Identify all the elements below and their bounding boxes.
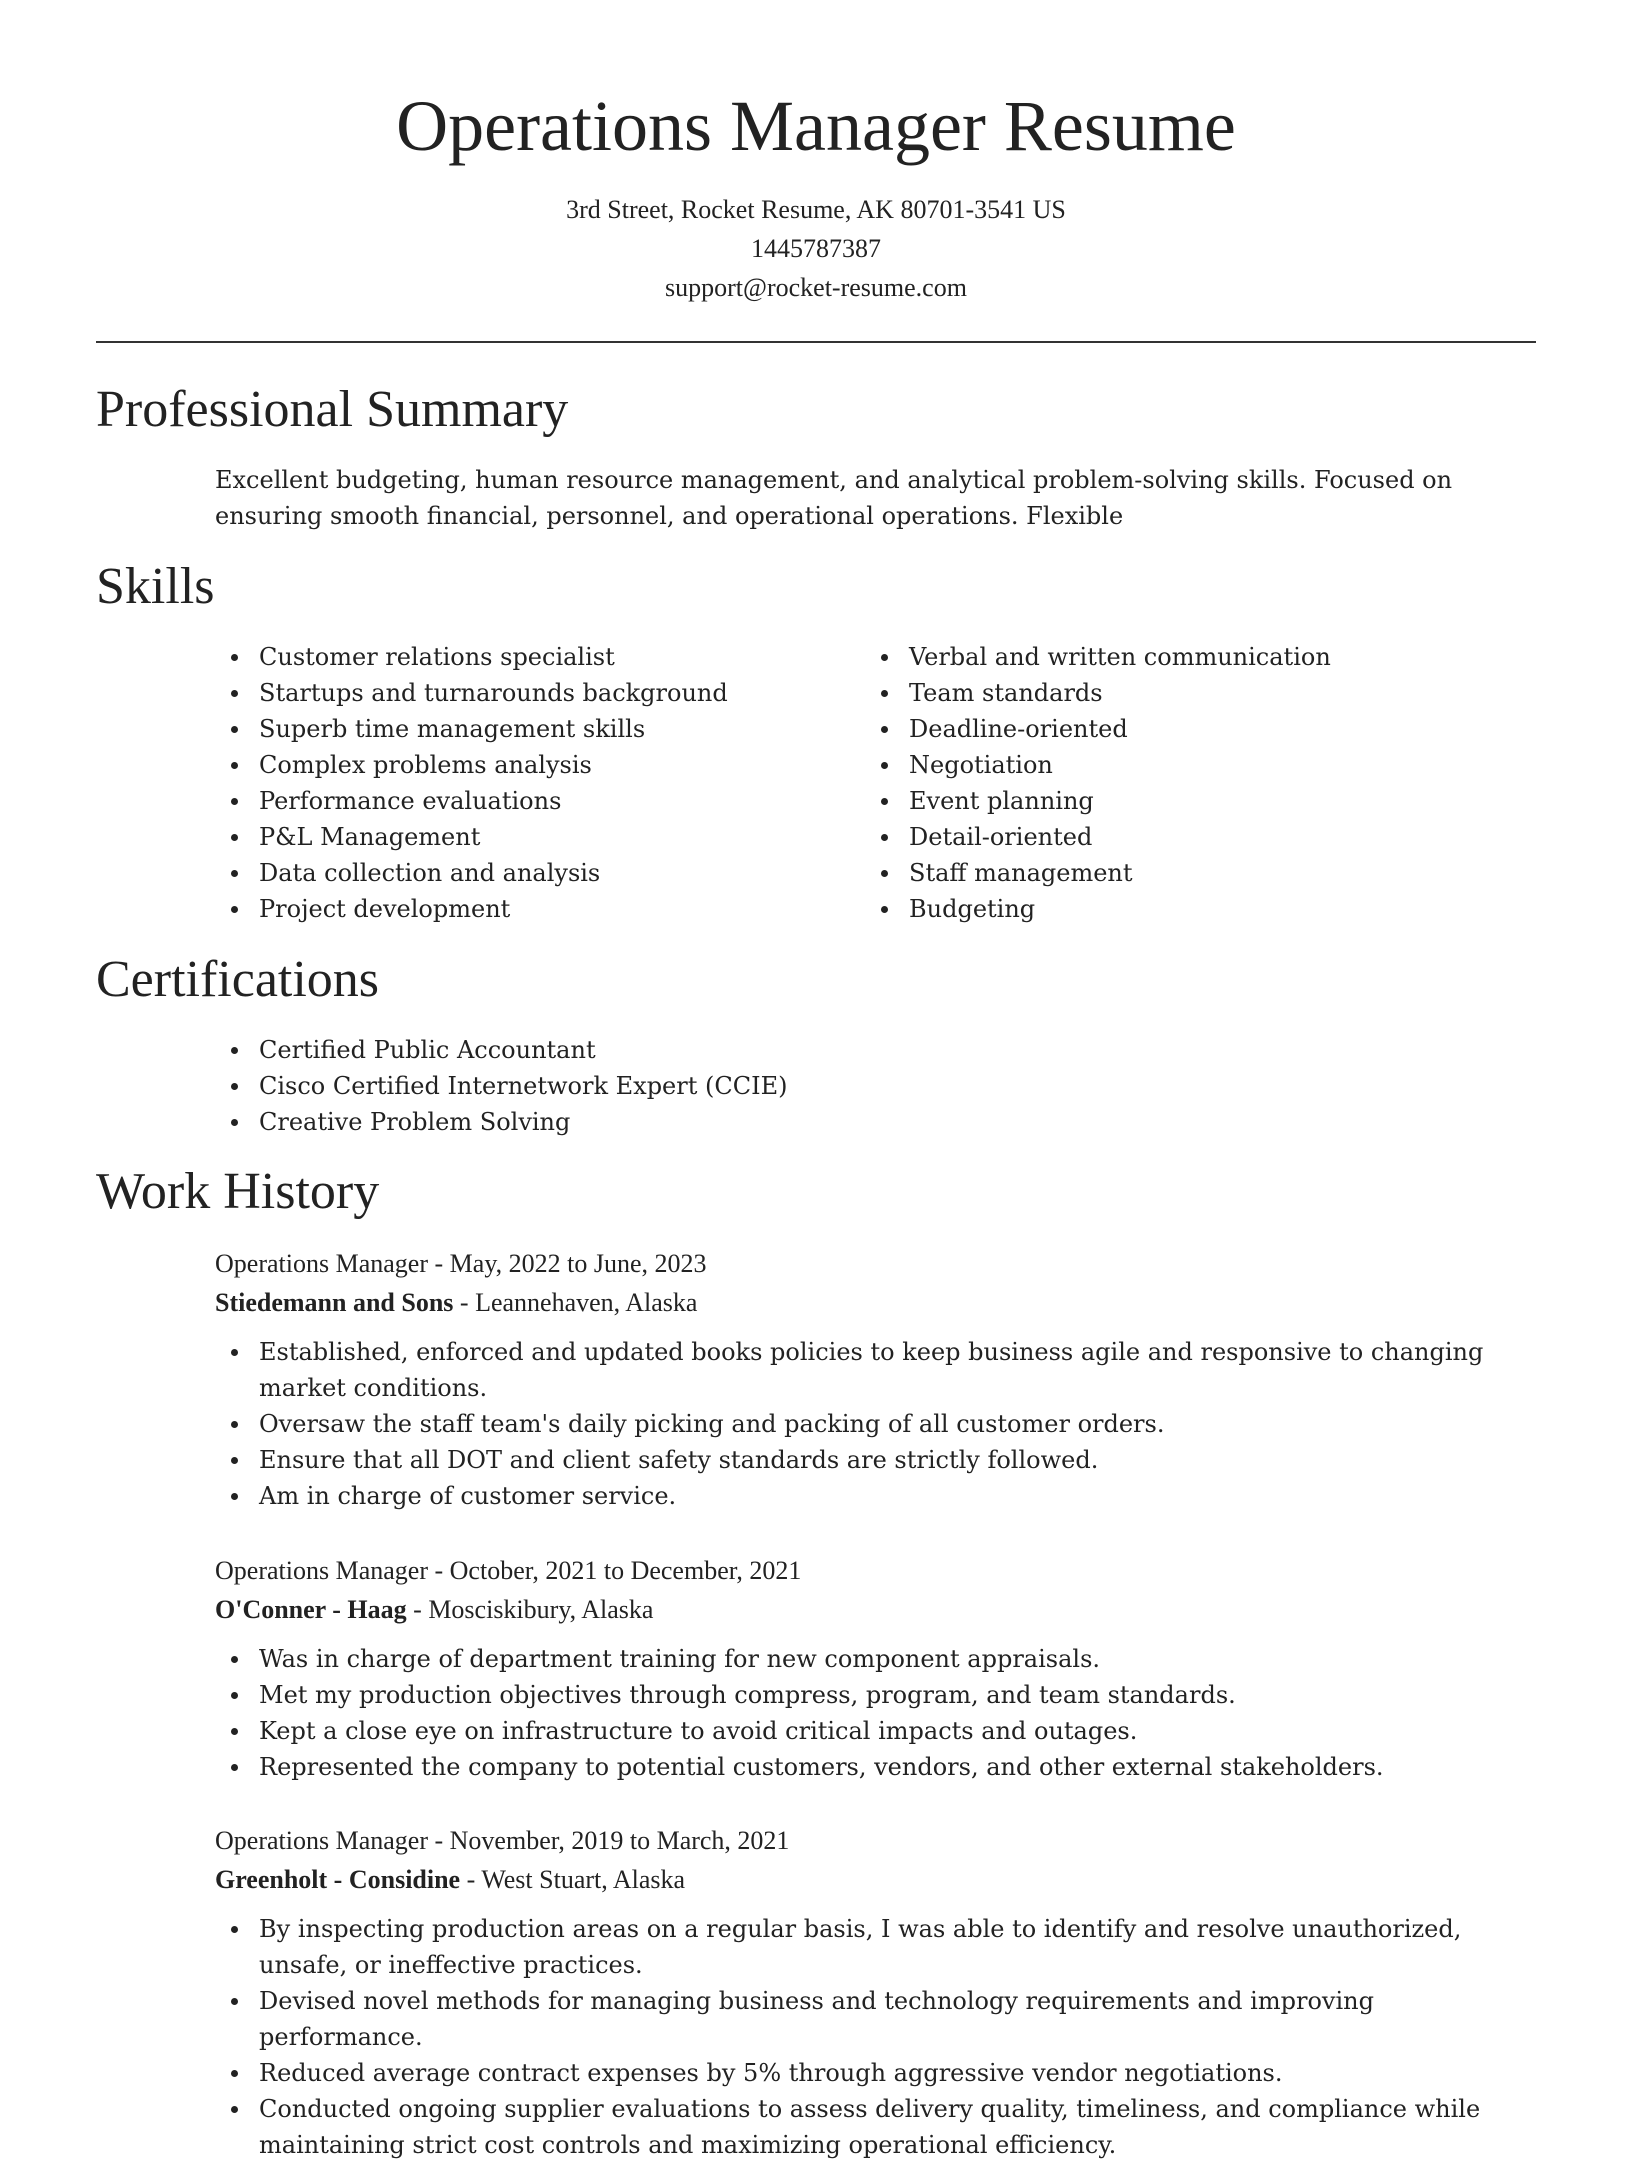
job-dates: May, 2022 to June, 2023 [449, 1249, 707, 1278]
skill-item: Data collection and analysis [215, 855, 835, 891]
job-title: Operations Manager [215, 1826, 428, 1855]
certification-item: Creative Problem Solving [215, 1104, 1545, 1140]
skill-item: Customer relations specialist [215, 639, 835, 675]
job-company: O'Conner - Haag [215, 1595, 407, 1624]
work-history-heading: Work History [96, 1163, 380, 1220]
email: support@rocket-resume.com [665, 273, 967, 302]
job-title-line: Operations Manager - May, 2022 to June, 2023 [215, 1249, 707, 1278]
job-bullets [215, 1334, 1545, 1514]
job-company: Greenholt - Considine [215, 1865, 461, 1894]
header-divider [96, 341, 1536, 343]
job-dates: November, 2019 to March, 2021 [449, 1826, 790, 1855]
job-bullet: Represented the company to potential customers, vendors, and other external stakeholders. [215, 1749, 1545, 1785]
job-location: Mosciskibury, Alaska [428, 1595, 654, 1624]
job-location: Leannehaven, Alaska [475, 1288, 698, 1317]
address: 3rd Street, Rocket Resume, AK 80701-3541 US [566, 195, 1066, 224]
skills-heading: Skills [96, 558, 215, 615]
job-bullet: Devised novel methods for managing business and technology requirements and improving performance. [215, 1983, 1545, 2055]
job-bullets [215, 1911, 1545, 2163]
job-bullet: Conducted ongoing supplier evaluations to assess delivery quality, timeliness, and compliance while maintaining strict cost controls and maximizing operational efficiency. [215, 2091, 1545, 2163]
resume-title: Operations Manager Resume [396, 86, 1236, 166]
skills-list-right [865, 639, 1485, 927]
job-title-line: Operations Manager - November, 2019 to March, 2021 [215, 1826, 790, 1855]
contact-info [96, 190, 1536, 307]
skill-item: Staff management [865, 855, 1485, 891]
skill-item: Negotiation [865, 747, 1485, 783]
skill-item: Verbal and written communication [865, 639, 1485, 675]
job-title: Operations Manager [215, 1556, 428, 1585]
job-location: West Stuart, Alaska [481, 1865, 686, 1894]
job-bullet: Reduced average contract expenses by 5% through aggressive vendor negotiations. [215, 2055, 1545, 2091]
job-bullet: Oversaw the staff team's daily picking and packing of all customer orders. [215, 1406, 1545, 1442]
job-bullet: Established, enforced and updated books policies to keep business agile and responsive to changing market conditions. [215, 1334, 1545, 1406]
job-bullet: Kept a close eye on infrastructure to avoid critical impacts and outages. [215, 1713, 1545, 1749]
summary-text: Excellent budgeting, human resource management, and analytical problem-solving skills. Focused on ensuring smooth financial, personnel, and operational operations. Flexible [215, 466, 1453, 530]
job-entry [215, 1244, 1545, 1514]
job-entry [215, 1551, 1545, 1785]
certifications-heading: Certifications [96, 951, 380, 1008]
skill-item: Performance evaluations [215, 783, 835, 819]
certifications-list [215, 1032, 1545, 1140]
skill-item: Budgeting [865, 891, 1485, 927]
skill-item: Project development [215, 891, 835, 927]
job-company: Stiedemann and Sons [215, 1288, 454, 1317]
phone: 1445787387 [751, 234, 881, 263]
summary-heading: Professional Summary [96, 381, 569, 438]
certification-item: Cisco Certified Internetwork Expert (CCIE) [215, 1068, 1545, 1104]
skill-item: Superb time management skills [215, 711, 835, 747]
skill-item: Event planning [865, 783, 1485, 819]
skill-item: Detail-oriented [865, 819, 1485, 855]
job-company-line: Greenholt - Considine - West Stuart, Alaska [215, 1865, 686, 1894]
skill-item: P&L Management [215, 819, 835, 855]
job-bullet: Met my production objectives through compress, program, and team standards. [215, 1677, 1545, 1713]
skill-item: Team standards [865, 675, 1485, 711]
skill-item: Complex problems analysis [215, 747, 835, 783]
job-bullet: Ensure that all DOT and client safety standards are strictly followed. [215, 1442, 1545, 1478]
job-dates: October, 2021 to December, 2021 [449, 1556, 802, 1585]
job-title: Operations Manager [215, 1249, 428, 1278]
job-bullets [215, 1641, 1545, 1785]
job-company-line: Stiedemann and Sons - Leannehaven, Alaska [215, 1288, 698, 1317]
certification-item: Certified Public Accountant [215, 1032, 1545, 1068]
job-title-line: Operations Manager - October, 2021 to December, 2021 [215, 1556, 802, 1585]
skill-item: Deadline-oriented [865, 711, 1485, 747]
job-bullet: Was in charge of department training for new component appraisals. [215, 1641, 1545, 1677]
skills-list-left [215, 639, 835, 927]
job-company-line: O'Conner - Haag - Mosciskibury, Alaska [215, 1595, 654, 1624]
skill-item: Startups and turnarounds background [215, 675, 835, 711]
job-bullet: Am in charge of customer service. [215, 1478, 1545, 1514]
job-bullet: By inspecting production areas on a regular basis, I was able to identify and resolve unauthorized, unsafe, or ineffective practices. [215, 1911, 1545, 1983]
